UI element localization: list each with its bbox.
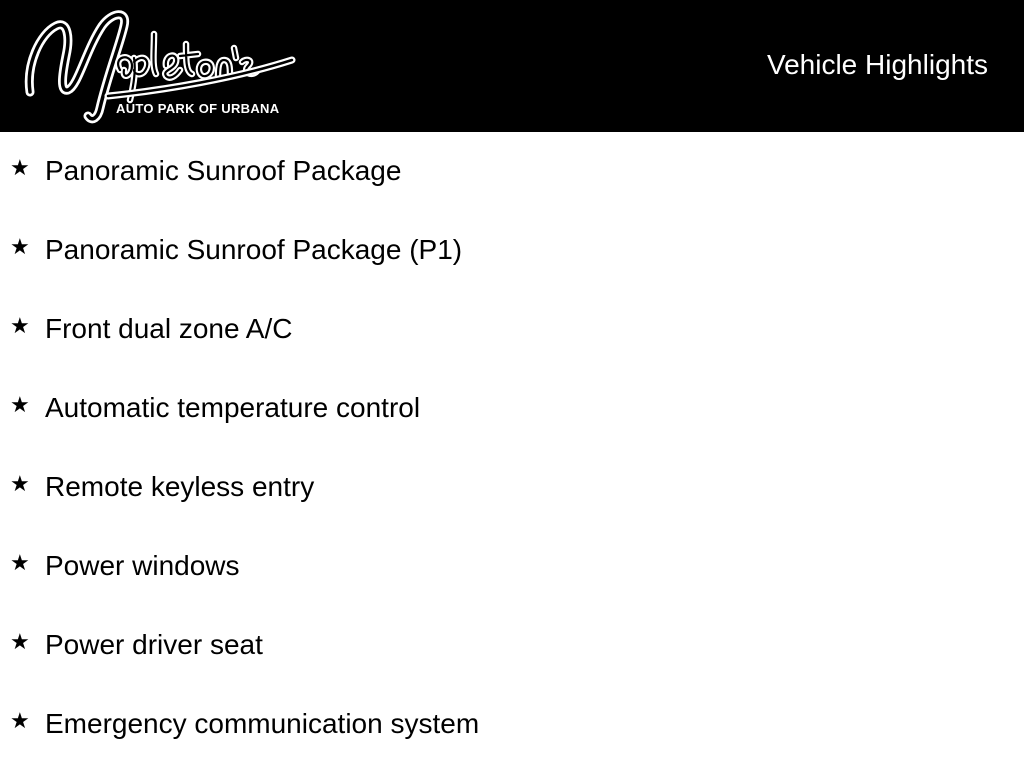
vehicle-highlights-list: [0, 132, 1024, 764]
highlight-item: [0, 369, 1024, 448]
highlight-label: Front dual zone A/C: [45, 313, 293, 344]
logo-subtitle: AUTO PARK OF URBANA: [116, 101, 280, 116]
highlight-item: [0, 211, 1024, 290]
napletons-logo: [16, 4, 298, 128]
highlight-item: [0, 132, 1024, 211]
highlight-label: Panoramic Sunroof Package: [45, 155, 402, 186]
star-icon: ★: [10, 709, 30, 734]
highlight-item: [0, 527, 1024, 606]
highlight-item: [0, 448, 1024, 527]
highlight-item: [0, 685, 1024, 764]
star-icon: ★: [10, 393, 30, 418]
highlight-item: [0, 290, 1024, 369]
highlight-label: Power windows: [45, 550, 240, 581]
page-header: [0, 0, 1024, 132]
highlight-label: Power driver seat: [45, 629, 263, 660]
star-icon: ★: [10, 235, 30, 260]
star-icon: ★: [10, 551, 30, 576]
page-title: Vehicle Highlights: [766, 49, 988, 80]
highlight-label: Automatic temperature control: [45, 392, 421, 423]
highlight-label: Remote keyless entry: [45, 471, 315, 502]
highlight-label: Panoramic Sunroof Package (P1): [45, 234, 463, 265]
star-icon: ★: [10, 156, 30, 181]
star-icon: ★: [10, 630, 30, 655]
star-icon: ★: [10, 472, 30, 497]
star-icon: ★: [10, 314, 30, 339]
highlight-item: [0, 606, 1024, 685]
highlight-label: Emergency communication system: [45, 708, 480, 739]
